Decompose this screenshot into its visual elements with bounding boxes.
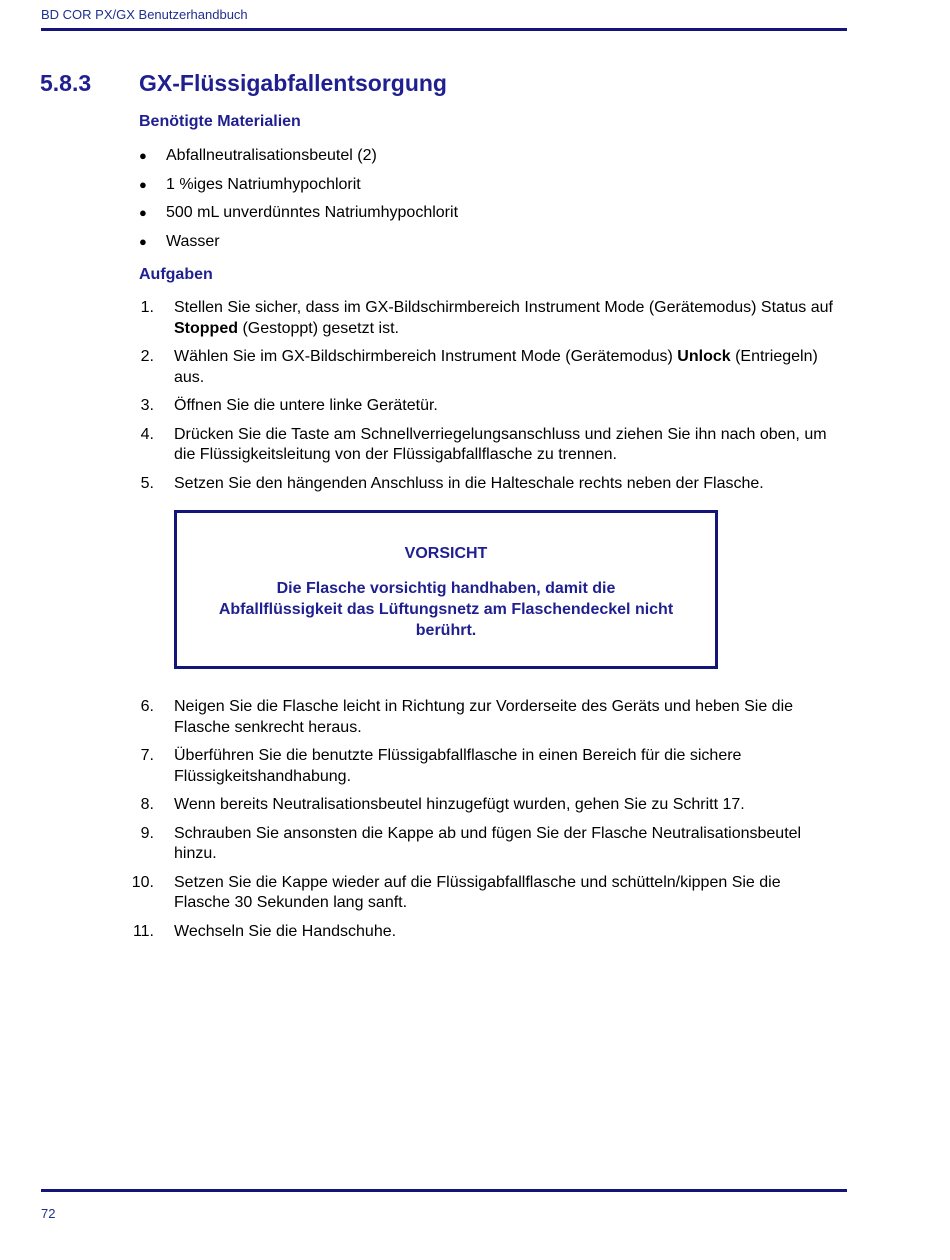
step-item: 9. Schrauben Sie ansonsten die Kappe ab und fügen Sie der Flasche Neutralisationsbeutel hinzu. bbox=[140, 824, 802, 862]
bullet-icon: ● bbox=[139, 233, 147, 249]
footer-rule bbox=[41, 1189, 847, 1192]
section-title: GX-Flüssigabfallentsorgung bbox=[139, 70, 447, 96]
step-item: 4. Drücken Sie die Taste am Schnellverriegelungsanschluss und ziehen Sie ihn nach oben, um die Flüssigkeitsleitung von der Flüssigabfallflasche zu trennen. bbox=[140, 425, 827, 463]
bullet-icon: ● bbox=[139, 176, 147, 192]
step-item: 3. Öffnen Sie die untere linke Gerätetür. bbox=[140, 397, 438, 414]
step-item: 11. Wechseln Sie die Handschuhe. bbox=[132, 922, 397, 940]
document-title: BD COR PX/GX Benutzerhandbuch bbox=[41, 7, 248, 22]
section-number: 5.8.3 bbox=[40, 70, 92, 96]
steps-list-a bbox=[120, 298, 840, 502]
caution-box bbox=[174, 510, 718, 669]
caution-text: Die Flasche vorsichtig handhaben, damit die Abfallflüssigkeit das Lüftungsnetz am Flaschendeckel nicht berührt. bbox=[218, 580, 674, 639]
step-item: 6. Neigen Sie die Flasche leicht in Richtung zur Vorderseite des Geräts und heben Sie die Flasche senkrecht heraus. bbox=[140, 698, 794, 736]
step-item: 7. Überführen Sie die benutzte Flüssigabfallflasche in einen Bereich für die sichere Flüssigkeitshandhabung. bbox=[140, 747, 742, 785]
caution-title: VORSICHT bbox=[404, 545, 488, 562]
step-item: 5. Setzen Sie den hängenden Anschluss in die Halteschale rechts neben der Flasche. bbox=[140, 474, 764, 492]
steps-list-b bbox=[120, 697, 840, 950]
step-item: 8. Wenn bereits Neutralisationsbeutel hinzugefügt wurden, gehen Sie zu Schritt 17. bbox=[140, 796, 745, 813]
materials-heading: Benötigte Materialien bbox=[139, 113, 301, 130]
step-item: 10. Setzen Sie die Kappe wieder auf die Flüssigabfallflasche und schütteln/kippen Sie die Flasche 30 Sekunden lang sanft. bbox=[131, 873, 781, 911]
page-number: 72 bbox=[41, 1206, 56, 1221]
step-item: 2. Wählen Sie im GX-Bildschirmbereich Instrument Mode (Gerätemodus) Unlock (Entriegeln) aus. bbox=[140, 348, 818, 386]
header-rule bbox=[41, 28, 847, 31]
step-item: 1. Stellen Sie sicher, dass im GX-Bildschirmbereich Instrument Mode (Gerätemodus) Status auf Stopped (Gestoppt) gesetzt ist. bbox=[140, 299, 833, 337]
bullet-icon: ● bbox=[139, 205, 147, 221]
tasks-heading: Aufgaben bbox=[139, 266, 213, 283]
bullet-icon: ● bbox=[139, 148, 147, 163]
